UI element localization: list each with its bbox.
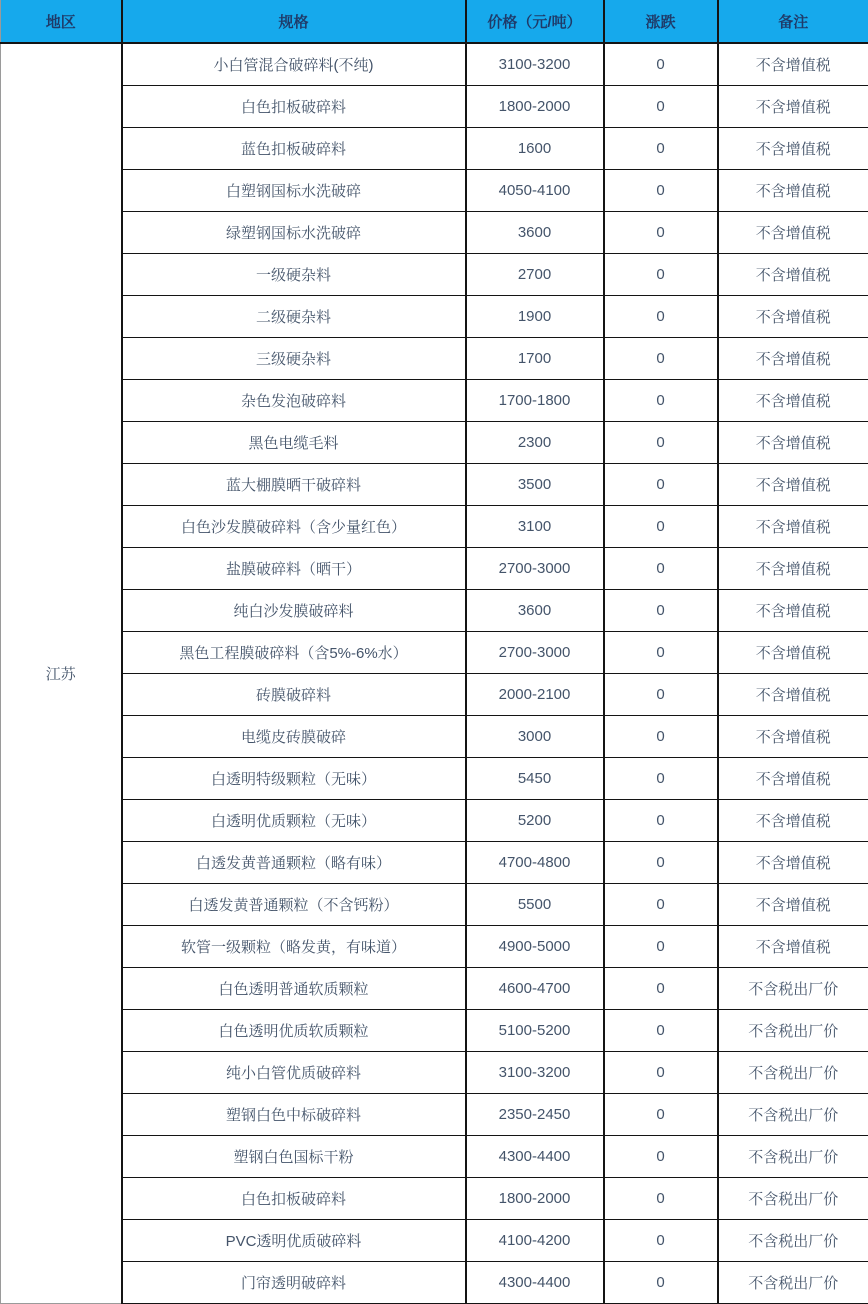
change-cell: 0	[604, 925, 718, 967]
spec-cell: 塑钢白色国标干粉	[122, 1135, 466, 1177]
price-cell: 5450	[466, 757, 604, 799]
price-cell: 3100-3200	[466, 43, 604, 85]
spec-cell: 门帘透明破碎料	[122, 1261, 466, 1303]
spec-cell: 白透发黄普通颗粒（略有味）	[122, 841, 466, 883]
table-row	[1, 85, 868, 127]
note-cell: 不含增值税	[718, 715, 868, 757]
change-cell: 0	[604, 169, 718, 211]
note-cell: 不含增值税	[718, 757, 868, 799]
price-cell: 3600	[466, 211, 604, 253]
note-cell: 不含增值税	[718, 505, 868, 547]
column-header-spec: 规格	[122, 0, 466, 43]
spec-cell: 白透明优质颗粒（无味）	[122, 799, 466, 841]
change-cell: 0	[604, 463, 718, 505]
table-row	[1, 967, 868, 1009]
change-cell: 0	[604, 505, 718, 547]
price-cell: 1700	[466, 337, 604, 379]
table-row	[1, 841, 868, 883]
spec-cell: 蓝色扣板破碎料	[122, 127, 466, 169]
spec-cell: 电缆皮砖膜破碎	[122, 715, 466, 757]
change-cell: 0	[604, 631, 718, 673]
spec-cell: 小白管混合破碎料(不纯)	[122, 43, 466, 85]
table-row	[1, 925, 868, 967]
note-cell: 不含增值税	[718, 925, 868, 967]
spec-cell: 二级硬杂料	[122, 295, 466, 337]
region-cell: 江苏	[1, 43, 122, 1303]
note-cell: 不含增值税	[718, 169, 868, 211]
price-cell: 1600	[466, 127, 604, 169]
note-cell: 不含税出厂价	[718, 1051, 868, 1093]
change-cell: 0	[604, 1261, 718, 1303]
table-row	[1, 463, 868, 505]
header-row	[1, 0, 868, 43]
table-row	[1, 883, 868, 925]
note-cell: 不含增值税	[718, 211, 868, 253]
spec-cell: 盐膜破碎料（晒干）	[122, 547, 466, 589]
table-row	[1, 1009, 868, 1051]
price-cell: 2700-3000	[466, 547, 604, 589]
change-cell: 0	[604, 295, 718, 337]
spec-cell: 三级硬杂料	[122, 337, 466, 379]
spec-cell: PVC透明优质破碎料	[122, 1219, 466, 1261]
note-cell: 不含增值税	[718, 421, 868, 463]
price-cell: 4900-5000	[466, 925, 604, 967]
price-cell: 4600-4700	[466, 967, 604, 1009]
note-cell: 不含增值税	[718, 43, 868, 85]
note-cell: 不含增值税	[718, 799, 868, 841]
spec-cell: 白色扣板破碎料	[122, 1177, 466, 1219]
price-cell: 1800-2000	[466, 1177, 604, 1219]
table-row	[1, 1177, 868, 1219]
note-cell: 不含税出厂价	[718, 1135, 868, 1177]
note-cell: 不含增值税	[718, 127, 868, 169]
price-cell: 2350-2450	[466, 1093, 604, 1135]
spec-cell: 蓝大棚膜晒干破碎料	[122, 463, 466, 505]
change-cell: 0	[604, 967, 718, 1009]
spec-cell: 杂色发泡破碎料	[122, 379, 466, 421]
spec-cell: 白色沙发膜破碎料（含少量红色）	[122, 505, 466, 547]
spec-cell: 黑色电缆毛料	[122, 421, 466, 463]
note-cell: 不含增值税	[718, 883, 868, 925]
table-row	[1, 631, 868, 673]
table-row	[1, 379, 868, 421]
table-row	[1, 1051, 868, 1093]
change-cell: 0	[604, 1135, 718, 1177]
spec-cell: 白色透明普通软质颗粒	[122, 967, 466, 1009]
price-cell: 3100-3200	[466, 1051, 604, 1093]
price-cell: 4100-4200	[466, 1219, 604, 1261]
table-row	[1, 673, 868, 715]
spec-cell: 砖膜破碎料	[122, 673, 466, 715]
change-cell: 0	[604, 43, 718, 85]
table-row	[1, 337, 868, 379]
price-cell: 4700-4800	[466, 841, 604, 883]
spec-cell: 白塑钢国标水洗破碎	[122, 169, 466, 211]
spec-cell: 白色扣板破碎料	[122, 85, 466, 127]
change-cell: 0	[604, 589, 718, 631]
note-cell: 不含税出厂价	[718, 1093, 868, 1135]
change-cell: 0	[604, 841, 718, 883]
change-cell: 0	[604, 1177, 718, 1219]
change-cell: 0	[604, 757, 718, 799]
change-cell: 0	[604, 1051, 718, 1093]
table-row	[1, 1261, 868, 1303]
price-cell: 1800-2000	[466, 85, 604, 127]
column-header-region: 地区	[1, 0, 122, 43]
price-cell: 4300-4400	[466, 1135, 604, 1177]
spec-cell: 一级硬杂料	[122, 253, 466, 295]
table-row	[1, 1135, 868, 1177]
spec-cell: 白透发黄普通颗粒（不含钙粉）	[122, 883, 466, 925]
note-cell: 不含增值税	[718, 463, 868, 505]
note-cell: 不含增值税	[718, 85, 868, 127]
price-cell: 2300	[466, 421, 604, 463]
change-cell: 0	[604, 253, 718, 295]
price-cell: 2700	[466, 253, 604, 295]
note-cell: 不含增值税	[718, 253, 868, 295]
table-row	[1, 253, 868, 295]
change-cell: 0	[604, 1009, 718, 1051]
price-cell: 1900	[466, 295, 604, 337]
note-cell: 不含增值税	[718, 631, 868, 673]
price-cell: 3000	[466, 715, 604, 757]
spec-cell: 白色透明优质软质颗粒	[122, 1009, 466, 1051]
table-row	[1, 589, 868, 631]
change-cell: 0	[604, 673, 718, 715]
note-cell: 不含增值税	[718, 295, 868, 337]
price-cell: 2000-2100	[466, 673, 604, 715]
change-cell: 0	[604, 883, 718, 925]
price-cell: 5200	[466, 799, 604, 841]
table-row	[1, 799, 868, 841]
note-cell: 不含税出厂价	[718, 1219, 868, 1261]
note-cell: 不含税出厂价	[718, 1261, 868, 1303]
change-cell: 0	[604, 379, 718, 421]
price-cell: 5500	[466, 883, 604, 925]
table-row	[1, 43, 868, 85]
price-cell: 2700-3000	[466, 631, 604, 673]
table-row	[1, 1093, 868, 1135]
table-row	[1, 169, 868, 211]
spec-cell: 塑钢白色中标破碎料	[122, 1093, 466, 1135]
table-row	[1, 547, 868, 589]
table-row	[1, 505, 868, 547]
table-body	[1, 43, 868, 1303]
spec-cell: 白透明特级颗粒（无味）	[122, 757, 466, 799]
change-cell: 0	[604, 547, 718, 589]
note-cell: 不含税出厂价	[718, 1177, 868, 1219]
price-cell: 5100-5200	[466, 1009, 604, 1051]
column-header-change: 涨跌	[604, 0, 718, 43]
price-cell: 3500	[466, 463, 604, 505]
change-cell: 0	[604, 337, 718, 379]
note-cell: 不含税出厂价	[718, 967, 868, 1009]
change-cell: 0	[604, 127, 718, 169]
price-cell: 3600	[466, 589, 604, 631]
change-cell: 0	[604, 211, 718, 253]
spec-cell: 纯小白管优质破碎料	[122, 1051, 466, 1093]
change-cell: 0	[604, 85, 718, 127]
note-cell: 不含增值税	[718, 547, 868, 589]
table-row	[1, 757, 868, 799]
spec-cell: 软管一级颗粒（略发黄，有味道）	[122, 925, 466, 967]
note-cell: 不含增值税	[718, 337, 868, 379]
note-cell: 不含税出厂价	[718, 1009, 868, 1051]
column-header-price: 价格（元/吨）	[466, 0, 604, 43]
note-cell: 不含增值税	[718, 673, 868, 715]
table-row	[1, 295, 868, 337]
table-row	[1, 421, 868, 463]
note-cell: 不含增值税	[718, 589, 868, 631]
change-cell: 0	[604, 421, 718, 463]
table-row	[1, 211, 868, 253]
price-cell: 3100	[466, 505, 604, 547]
table-row	[1, 715, 868, 757]
note-cell: 不含增值税	[718, 379, 868, 421]
column-header-note: 备注	[718, 0, 868, 43]
change-cell: 0	[604, 715, 718, 757]
spec-cell: 纯白沙发膜破碎料	[122, 589, 466, 631]
table-row	[1, 127, 868, 169]
change-cell: 0	[604, 799, 718, 841]
spec-cell: 黑色工程膜破碎料（含5%-6%水）	[122, 631, 466, 673]
table-row	[1, 1219, 868, 1261]
change-cell: 0	[604, 1093, 718, 1135]
price-cell: 4050-4100	[466, 169, 604, 211]
spec-cell: 绿塑钢国标水洗破碎	[122, 211, 466, 253]
price-cell: 1700-1800	[466, 379, 604, 421]
change-cell: 0	[604, 1219, 718, 1261]
note-cell: 不含增值税	[718, 841, 868, 883]
price-cell: 4300-4400	[466, 1261, 604, 1303]
